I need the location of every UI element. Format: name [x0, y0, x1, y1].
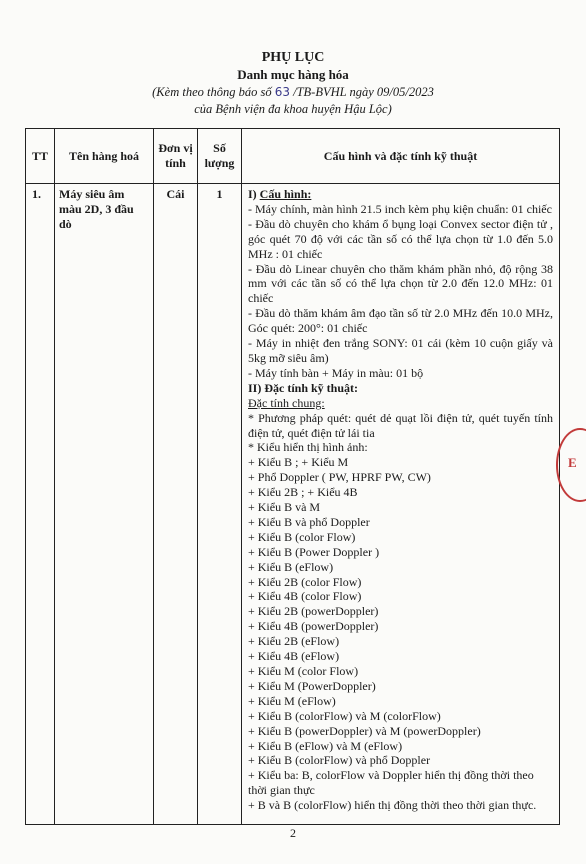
spec-line: - Đầu dò chuyên cho khám ổ bụng loại Convex sector điện tử , góc quét 70 độ với các tần số có thể lựa chọn từ 1.0 đến 5.0 MHz : 01 chiếc	[248, 216, 553, 261]
spec-line: + Kiểu B và phổ Doppler	[248, 514, 370, 529]
spec-line: + Kiểu 2B (eFlow)	[248, 634, 340, 649]
spec-line: Đặc tính chung:	[248, 395, 325, 410]
header-spec: Cấu hình và đặc tính kỹ thuật	[242, 129, 560, 184]
note-suffix: /TB-BVHL ngày 09/05/2023	[289, 85, 434, 99]
spec-line: + Kiểu B (eFlow) và M (eFlow)	[248, 738, 403, 753]
spec-line: II) Đặc tính kỹ thuật:	[248, 380, 359, 395]
spec-line: + Kiểu B (colorFlow) và M (colorFlow)	[248, 708, 441, 723]
document-note	[0, 84, 586, 101]
spec-line: + Kiểu M (color Flow)	[248, 664, 359, 678]
page-number: 2	[290, 826, 296, 840]
red-stamp	[556, 428, 586, 502]
document-subtitle: Danh mục hàng hóa	[237, 67, 349, 82]
spec-line: - Máy chính, màn hình 21.5 inch kèm phụ kiện chuẩn: 01 chiếc	[248, 201, 552, 216]
spec-line: + Kiểu B (powerDoppler) và M (powerDoppler)	[248, 723, 481, 738]
spec-line: + Kiểu ba: B, colorFlow và Doppler hiển thị đồng thời theo thời gian thực	[248, 768, 534, 798]
stamp-letter: E	[568, 455, 577, 470]
spec-list	[248, 187, 553, 813]
spec-line: + Kiểu B (Power Doppler )	[248, 544, 380, 559]
spec-line: + Kiểu 2B ; + Kiểu 4B	[248, 485, 358, 500]
note-prefix: (Kèm theo thông báo số	[152, 85, 275, 99]
header-name: Tên hàng hoá	[55, 129, 154, 184]
spec-line: + Kiểu 2B (color Flow)	[248, 574, 362, 589]
document-header	[0, 50, 586, 118]
spec-section-number: I)	[248, 187, 260, 201]
row-qty: 1	[198, 184, 242, 825]
spec-line: + Phổ Doppler ( PW, HPRF PW, CW)	[248, 470, 431, 485]
spec-line: + Kiểu B ; + Kiểu M	[248, 455, 349, 470]
row-name: Máy siêu âm màu 2D, 3 đầu dò	[55, 184, 154, 825]
row-stt: 1.	[26, 184, 55, 825]
spec-line: + Kiểu B và M	[248, 500, 321, 515]
row-unit: Cái	[154, 184, 198, 825]
document-title: PHỤ LỤC	[261, 50, 325, 65]
spec-line: * Kiểu hiển thị hình ảnh:	[248, 440, 368, 455]
spec-line: + Kiểu B (color Flow)	[248, 529, 356, 544]
spec-line	[248, 187, 553, 202]
spec-line: + Kiểu M (PowerDoppler)	[248, 678, 376, 693]
spec-line: + Kiểu B (eFlow)	[248, 559, 334, 574]
spec-line: + Kiểu 4B (powerDoppler)	[248, 619, 379, 634]
handwritten-number: 63	[274, 85, 290, 99]
spec-line: + Kiểu B (colorFlow) và phổ Doppler	[248, 753, 431, 768]
spec-line: + Kiểu 4B (eFlow)	[248, 649, 340, 664]
header-unit: Đơn vị tính	[154, 129, 198, 184]
spec-line: - Đầu dò thăm khám âm đạo tần số từ 2.0 MHz đến 10.0 MHz, Góc quét: 200°: 01 chiếc	[248, 306, 553, 336]
spec-line: - Máy in nhiệt đen trắng SONY: 01 cái (kèm 10 cuộn giấy và 5kg mỡ siêu âm)	[248, 336, 553, 365]
table-row	[26, 184, 560, 825]
spec-line: * Phương pháp quét: quét dẻ quạt lồi điện tử, quét tuyến tính điện tử, quét điện tử lái tia	[248, 410, 553, 440]
spec-line: - Máy tính bàn + Máy in màu: 01 bộ	[248, 365, 424, 380]
spec-section-title: Cấu hình:	[259, 187, 312, 201]
goods-table	[25, 128, 560, 825]
header-stt: TT	[26, 129, 55, 184]
spec-line: + Kiểu 4B (color Flow)	[248, 589, 362, 604]
spec-line: - Đầu dò Linear chuyên cho thăm khám phần nhỏ, độ rộng 38 mm với các tần số có thể lựa chọn từ 2.0 đến 12.0 MHz: 01 chiếc	[248, 261, 553, 306]
table-header-row	[26, 129, 560, 184]
document-note-line2: của Bệnh viện đa khoa huyện Hậu Lộc)	[194, 102, 392, 116]
row-spec	[242, 184, 560, 825]
spec-line: + Kiểu M (eFlow)	[248, 693, 336, 708]
header-qty: Số lượng	[198, 129, 242, 184]
spec-line: + B và B (colorFlow) hiển thị đồng thời theo thời gian thực.	[248, 798, 537, 813]
spec-line: + Kiểu 2B (powerDoppler)	[248, 604, 379, 619]
